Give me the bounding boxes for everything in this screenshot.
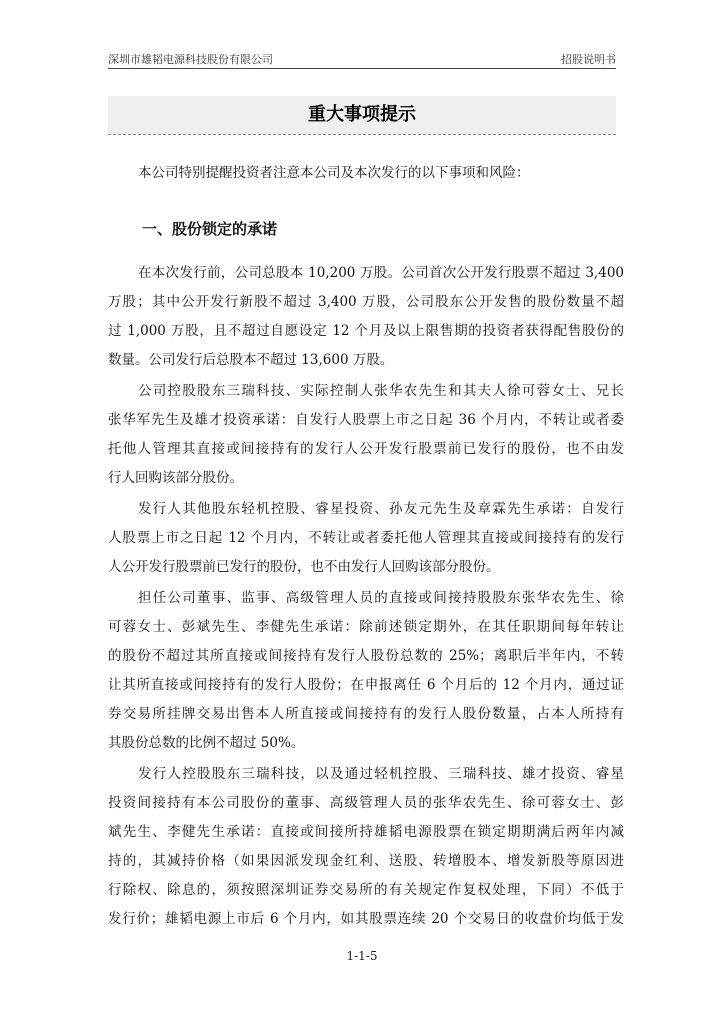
paragraph: [108, 381, 624, 497]
text-line: 张华军先生及雄才投资承诺：自发行人股票上市之日起 36 个月内，不转让或者委: [108, 412, 624, 428]
text-line: 持的，其减持价格（如果因派发现金红利、送股、转增股本、增发新股等原因进: [108, 853, 624, 869]
intro-text: 本公司特别提醒投资者注意本公司及本次发行的以下事项和风险：: [138, 165, 530, 181]
header-document-type: 招股说明书: [561, 53, 616, 66]
text-line: 人股票上市之日起 12 个月内，不转让或者委托他人管理其直接或间接持有的发行: [108, 530, 624, 546]
title-band: [108, 96, 616, 135]
section-heading: 一、股份锁定的承诺: [142, 220, 278, 238]
paragraph: [108, 588, 624, 762]
page-number: 1-1-5: [346, 949, 378, 963]
text-line: 其股份总数的比例不超过 50%。: [108, 735, 305, 751]
page-header: [108, 52, 616, 69]
text-line: 过 1,000 万股，且不超过自愿设定 12 个月及以上限售期的投资者获得配售股份的: [108, 323, 624, 339]
text-line: 斌先生、李健先生承诺：直接或间接所持雄韬电源股票在锁定期期满后两年内减: [108, 824, 624, 840]
text-line: 发行价；雄韬电源上市后 6 个月内，如其股票连续 20 个交易日的收盘价均低于发: [108, 911, 624, 927]
text-line: 发行人控股股东三瑞科技，以及通过轻机控股、三瑞科技、雄才投资、睿星: [138, 766, 624, 782]
text-line: 发行人其他股东轻机控股、睿星投资、孙友元先生及章霖先生承诺：自发行: [138, 501, 624, 517]
text-line: 投资间接持有本公司股份的董事、高级管理人员的张华农先生、徐可蓉女士、彭: [108, 795, 624, 811]
text-line: 万股；其中公开发行新股不超过 3,400 万股，公司股东公开发售的股份数量不超: [108, 294, 624, 310]
text-line: 可蓉女士、彭斌先生、李健先生承诺：除前述锁定期外，在其任职期间每年转让: [108, 619, 624, 635]
text-line: 公司控股股东三瑞科技、实际控制人张华农先生和其夫人徐可蓉女士、兄长: [138, 383, 624, 399]
page-title: 重大事项提示: [308, 104, 416, 125]
text-line: 人公开发行股票前已发行的股份，也不由发行人回购该部分股份。: [108, 559, 500, 575]
paragraph: [108, 499, 624, 586]
header-company-name: 深圳市雄韬电源科技股份有限公司: [108, 53, 273, 66]
text-line: 让其所直接或间接持有的发行人股份；在申报离任 6 个月后的 12 个月内，通过证: [108, 677, 624, 693]
text-line: 行除权、除息的，须按照深圳证券交易所的有关规定作复权处理，下同）不低于: [108, 882, 624, 898]
body-text: [108, 263, 624, 940]
paragraph: [108, 263, 624, 379]
text-line: 托他人管理其直接或间接持有的发行人公开发行股票前已发行的股份，也不由发: [108, 441, 624, 457]
paragraph: [108, 764, 624, 938]
text-line: 在本次发行前，公司总股本 10,200 万股。公司首次公开发行股票不超过 3,400: [138, 265, 624, 281]
text-line: 的股份不超过其所直接或间接持有发行人股份总数的 25%；离职后半年内，不转: [108, 648, 624, 664]
text-line: 数量。公司发行后总股本不超过 13,600 万股。: [108, 352, 394, 368]
text-line: 担任公司董事、监事、高级管理人员的直接或间接持股股东张华农先生、徐: [138, 590, 624, 606]
text-line: 行人回购该部分股份。: [108, 470, 243, 486]
text-line: 券交易所挂牌交易出售本人所直接或间接持有的发行人股份数量，占本人所持有: [108, 706, 624, 722]
